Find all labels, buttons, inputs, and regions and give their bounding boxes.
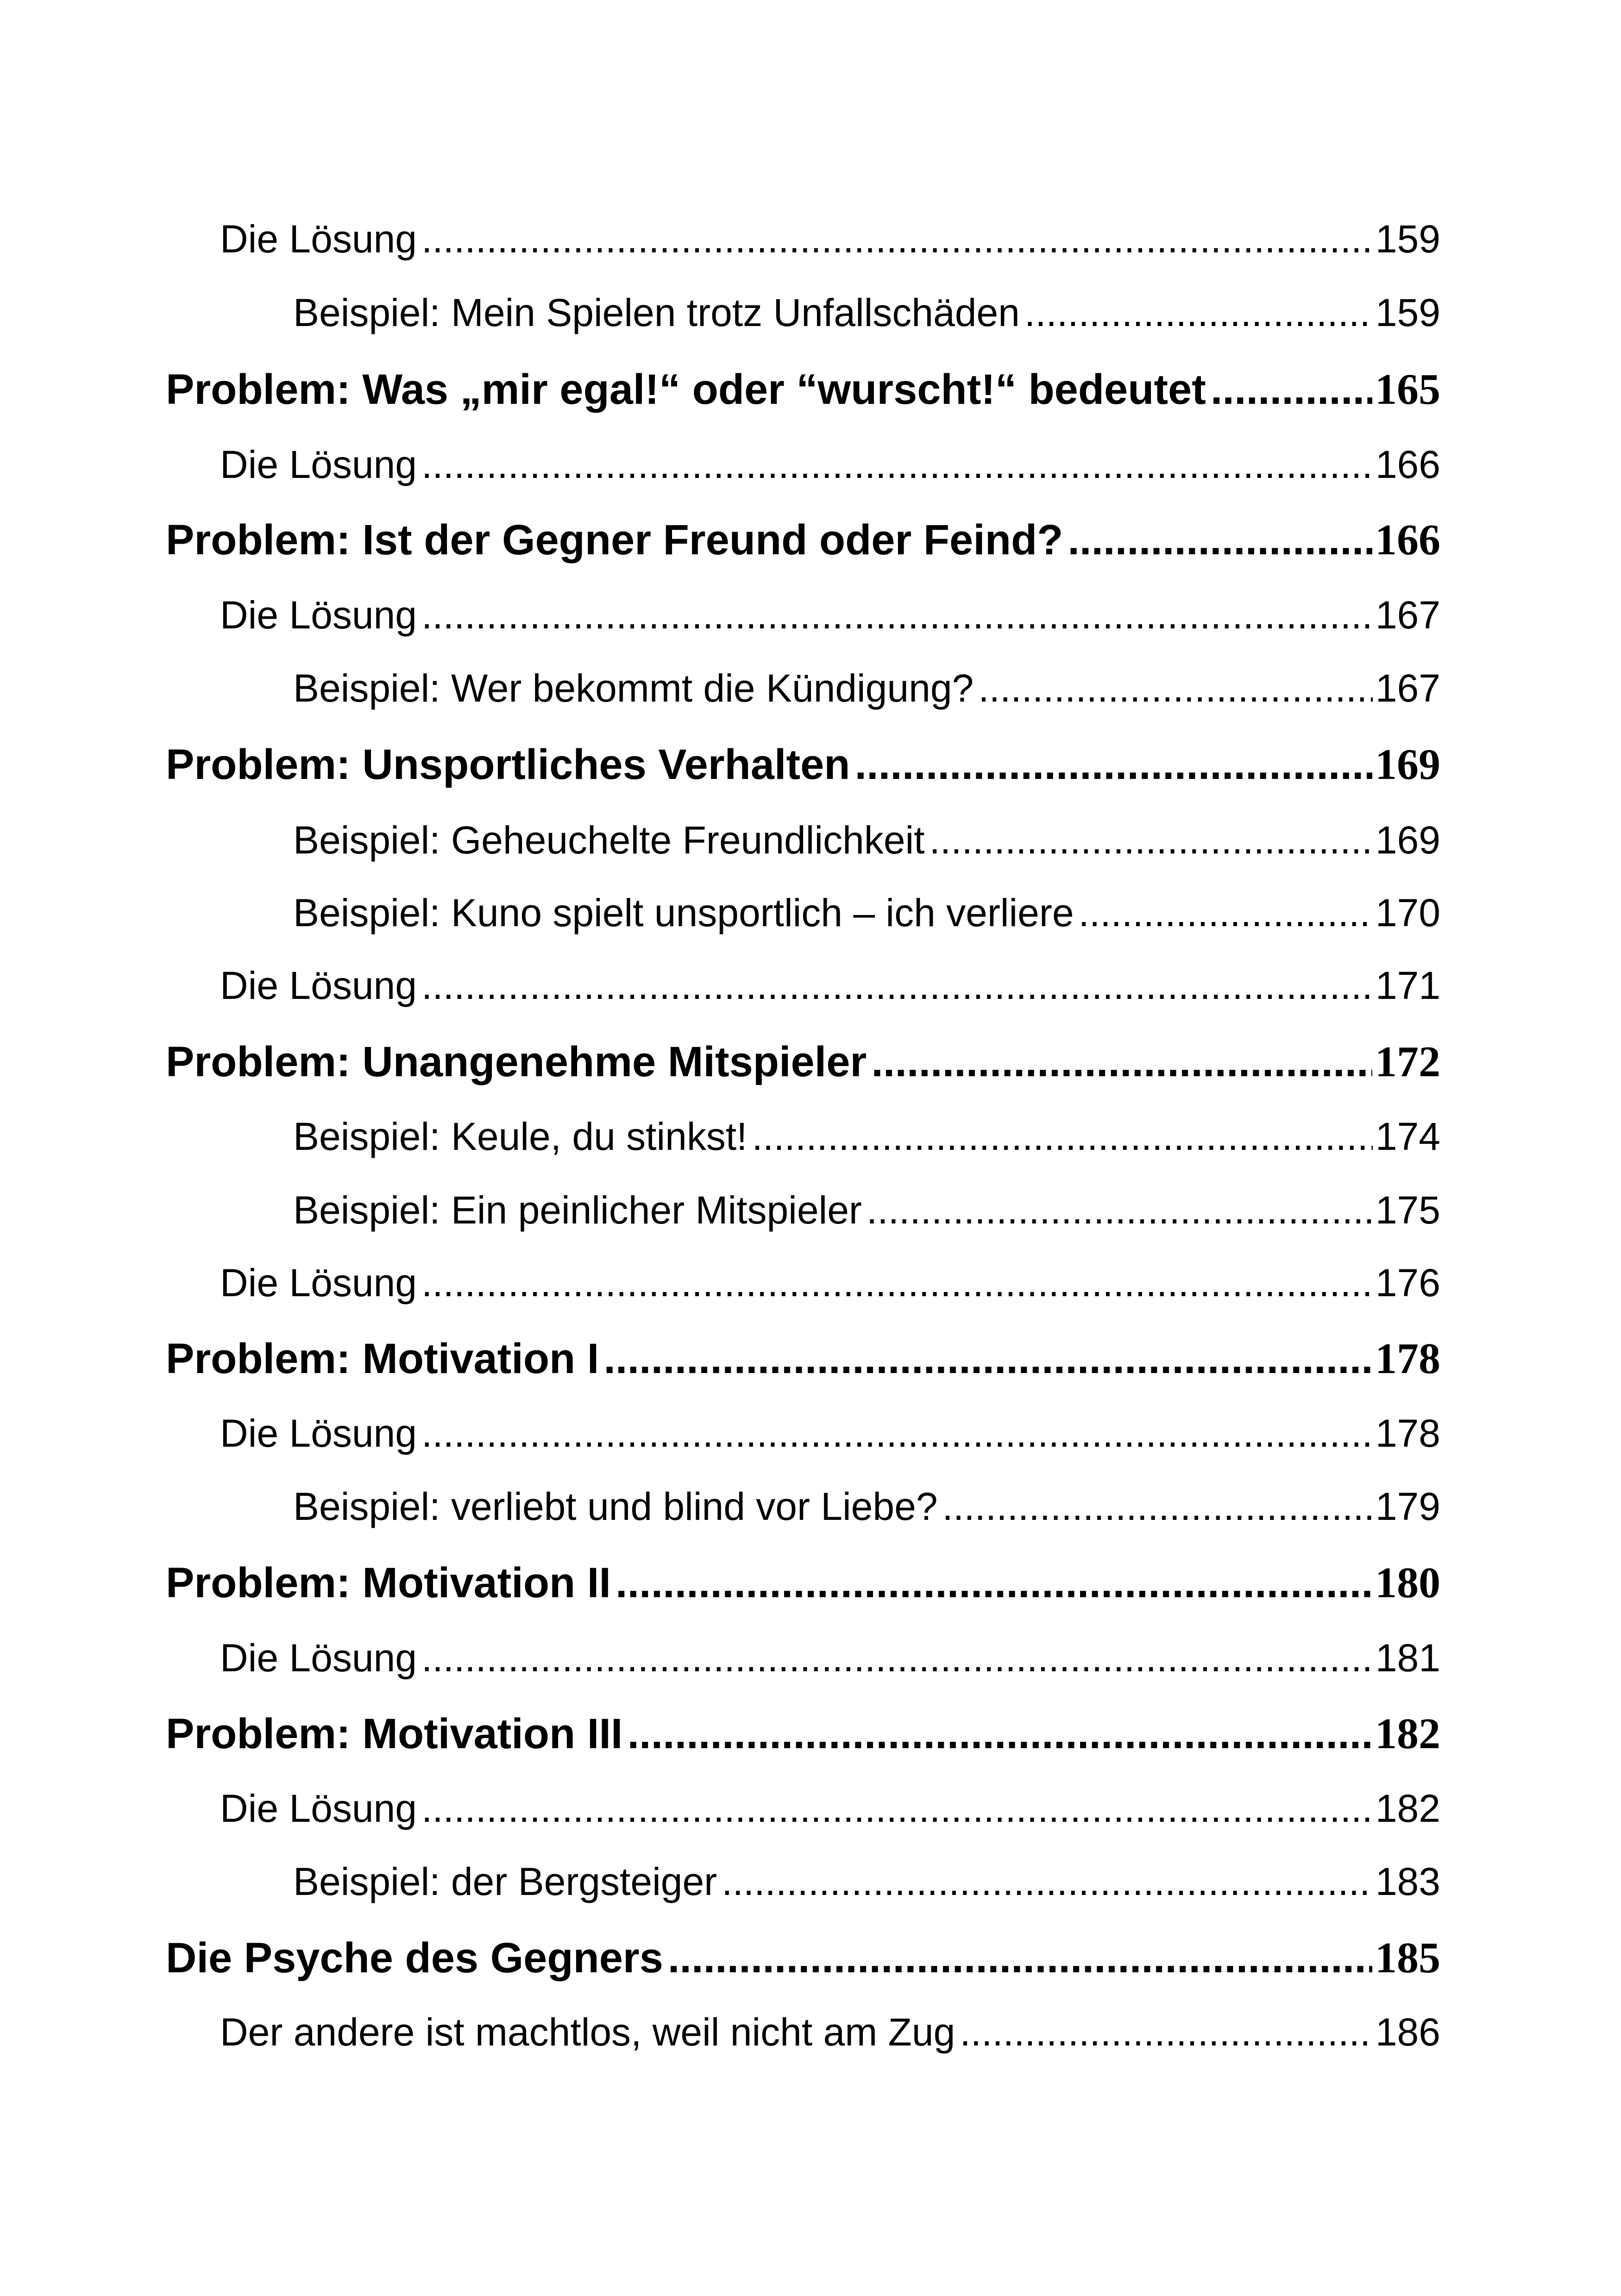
toc-entry-title: Beispiel: Kuno spielt unsportlich – ich verliere [293, 891, 1074, 935]
dot-leader [1024, 290, 1373, 335]
toc-entry[interactable] [220, 593, 1440, 638]
dot-leader [960, 2010, 1373, 2055]
toc-entry-page: 172 [1375, 1038, 1440, 1086]
toc-entry[interactable] [220, 1786, 1440, 1831]
toc-entry-title: Die Lösung [220, 593, 417, 637]
dot-leader [603, 1335, 1372, 1383]
toc-entry[interactable] [293, 290, 1440, 335]
toc-entry[interactable] [166, 740, 1440, 790]
toc-entry-page: 169 [1375, 740, 1440, 789]
toc-entry-title: Die Lösung [220, 217, 417, 261]
toc-entry-page: 174 [1375, 1115, 1440, 1158]
toc-entry[interactable] [220, 1261, 1440, 1305]
toc-entry-page: 180 [1375, 1559, 1440, 1607]
dot-leader [1211, 365, 1372, 414]
dot-leader [942, 1484, 1373, 1529]
toc-entry-title: Die Psyche des Gegners [166, 1934, 663, 1982]
dot-leader [752, 1114, 1373, 1159]
dot-leader [421, 442, 1373, 487]
dot-leader [1068, 516, 1372, 565]
toc-entry[interactable] [166, 1558, 1440, 1608]
dot-leader [929, 818, 1372, 863]
toc-entry-page: 186 [1375, 2010, 1440, 2054]
toc-entry[interactable] [220, 442, 1440, 487]
toc-entry[interactable] [293, 1859, 1440, 1904]
toc-entry-page: 165 [1375, 365, 1440, 414]
toc-entry[interactable] [293, 891, 1440, 935]
toc-entry-title: Beispiel: der Bergsteiger [293, 1860, 717, 1903]
toc-entry-page: 181 [1375, 1636, 1440, 1680]
toc-entry-page: 166 [1375, 516, 1440, 564]
toc-entry[interactable] [166, 1933, 1440, 1983]
toc-entry-title: Beispiel: verliebt und blind vor Liebe? [293, 1485, 938, 1528]
toc-entry-title: Problem: Motivation II [166, 1559, 611, 1606]
dot-leader [421, 1261, 1373, 1305]
toc-entry[interactable] [166, 1334, 1440, 1384]
dot-leader [871, 1038, 1372, 1086]
toc-entry[interactable] [293, 1484, 1440, 1529]
toc-entry-title: Problem: Unangenehme Mitspieler [166, 1038, 867, 1085]
toc-entry-title: Beispiel: Ein peinlicher Mitspieler [293, 1188, 862, 1232]
toc-entry[interactable] [220, 1411, 1440, 1456]
dot-leader [421, 593, 1373, 638]
toc-entry-page: 176 [1375, 1261, 1440, 1305]
dot-leader [668, 1934, 1372, 1982]
toc-entry[interactable] [293, 666, 1440, 711]
toc-entry-title: Problem: Motivation I [166, 1335, 599, 1382]
toc-entry-title: Problem: Unsportliches Verhalten [166, 741, 850, 788]
toc-entry-page: 167 [1375, 593, 1440, 637]
toc-entry[interactable] [293, 1114, 1440, 1159]
toc-entry-title: Die Lösung [220, 1261, 417, 1305]
toc-entry-title: Problem: Motivation III [166, 1710, 623, 1757]
toc-entry-page: 175 [1375, 1188, 1440, 1232]
dot-leader [1079, 891, 1373, 935]
toc-entry-title: Problem: Ist der Gegner Freund oder Feind? [166, 516, 1063, 564]
toc-entry-page: 183 [1375, 1860, 1440, 1903]
toc-entry-page: 159 [1375, 291, 1440, 334]
dot-leader [627, 1710, 1372, 1758]
toc-entry[interactable] [166, 1037, 1440, 1087]
toc-entry-title: Die Lösung [220, 1636, 417, 1680]
toc-entry-title: Beispiel: Mein Spielen trotz Unfallschäden [293, 291, 1020, 334]
dot-leader [421, 963, 1373, 1008]
toc-entry[interactable] [166, 515, 1440, 565]
toc-entry-page: 169 [1375, 818, 1440, 862]
dot-leader [867, 1188, 1373, 1233]
dot-leader [722, 1859, 1373, 1904]
dot-leader [421, 1786, 1373, 1831]
toc-entry-page: 182 [1375, 1710, 1440, 1758]
dot-leader [978, 666, 1373, 711]
toc-entry[interactable] [220, 1636, 1440, 1681]
dot-leader [616, 1559, 1372, 1607]
toc-entry-title: Beispiel: Geheuchelte Freundlichkeit [293, 818, 925, 862]
toc-entry[interactable] [166, 1709, 1440, 1759]
toc-entry-title: Die Lösung [220, 1787, 417, 1830]
toc-entry[interactable] [220, 2010, 1440, 2055]
toc-entry-page: 178 [1375, 1335, 1440, 1383]
toc-entry[interactable] [166, 364, 1440, 414]
toc-entry-title: Die Lösung [220, 443, 417, 486]
toc-entry-page: 170 [1375, 891, 1440, 935]
toc-entry-title: Problem: Was „mir egal!“ oder “wurscht!“ bedeutet [166, 366, 1206, 413]
toc-entry[interactable] [220, 217, 1440, 262]
toc-entry-title: Beispiel: Wer bekommt die Kündigung? [293, 666, 974, 710]
toc-entry-title: Beispiel: Keule, du stinkst! [293, 1115, 748, 1158]
dot-leader [421, 1411, 1373, 1456]
dot-leader [421, 1636, 1373, 1681]
dot-leader [421, 217, 1373, 262]
toc-entry-page: 182 [1375, 1787, 1440, 1830]
toc-entry-title: Der andere ist machtlos, weil nicht am Zug [220, 2010, 955, 2054]
toc-entry-page: 179 [1375, 1485, 1440, 1528]
toc-entry-page: 167 [1375, 666, 1440, 710]
toc-entry[interactable] [293, 818, 1440, 863]
toc-entry-page: 185 [1375, 1934, 1440, 1982]
toc-entry[interactable] [293, 1188, 1440, 1233]
toc-entry-title: Die Lösung [220, 1411, 417, 1455]
dot-leader [854, 740, 1372, 789]
toc-entry-page: 178 [1375, 1411, 1440, 1455]
toc-entry-page: 166 [1375, 443, 1440, 486]
toc-entry-page: 159 [1375, 217, 1440, 261]
toc-entry[interactable] [220, 963, 1440, 1008]
toc-entry-title: Die Lösung [220, 964, 417, 1007]
toc-entry-page: 171 [1375, 964, 1440, 1007]
